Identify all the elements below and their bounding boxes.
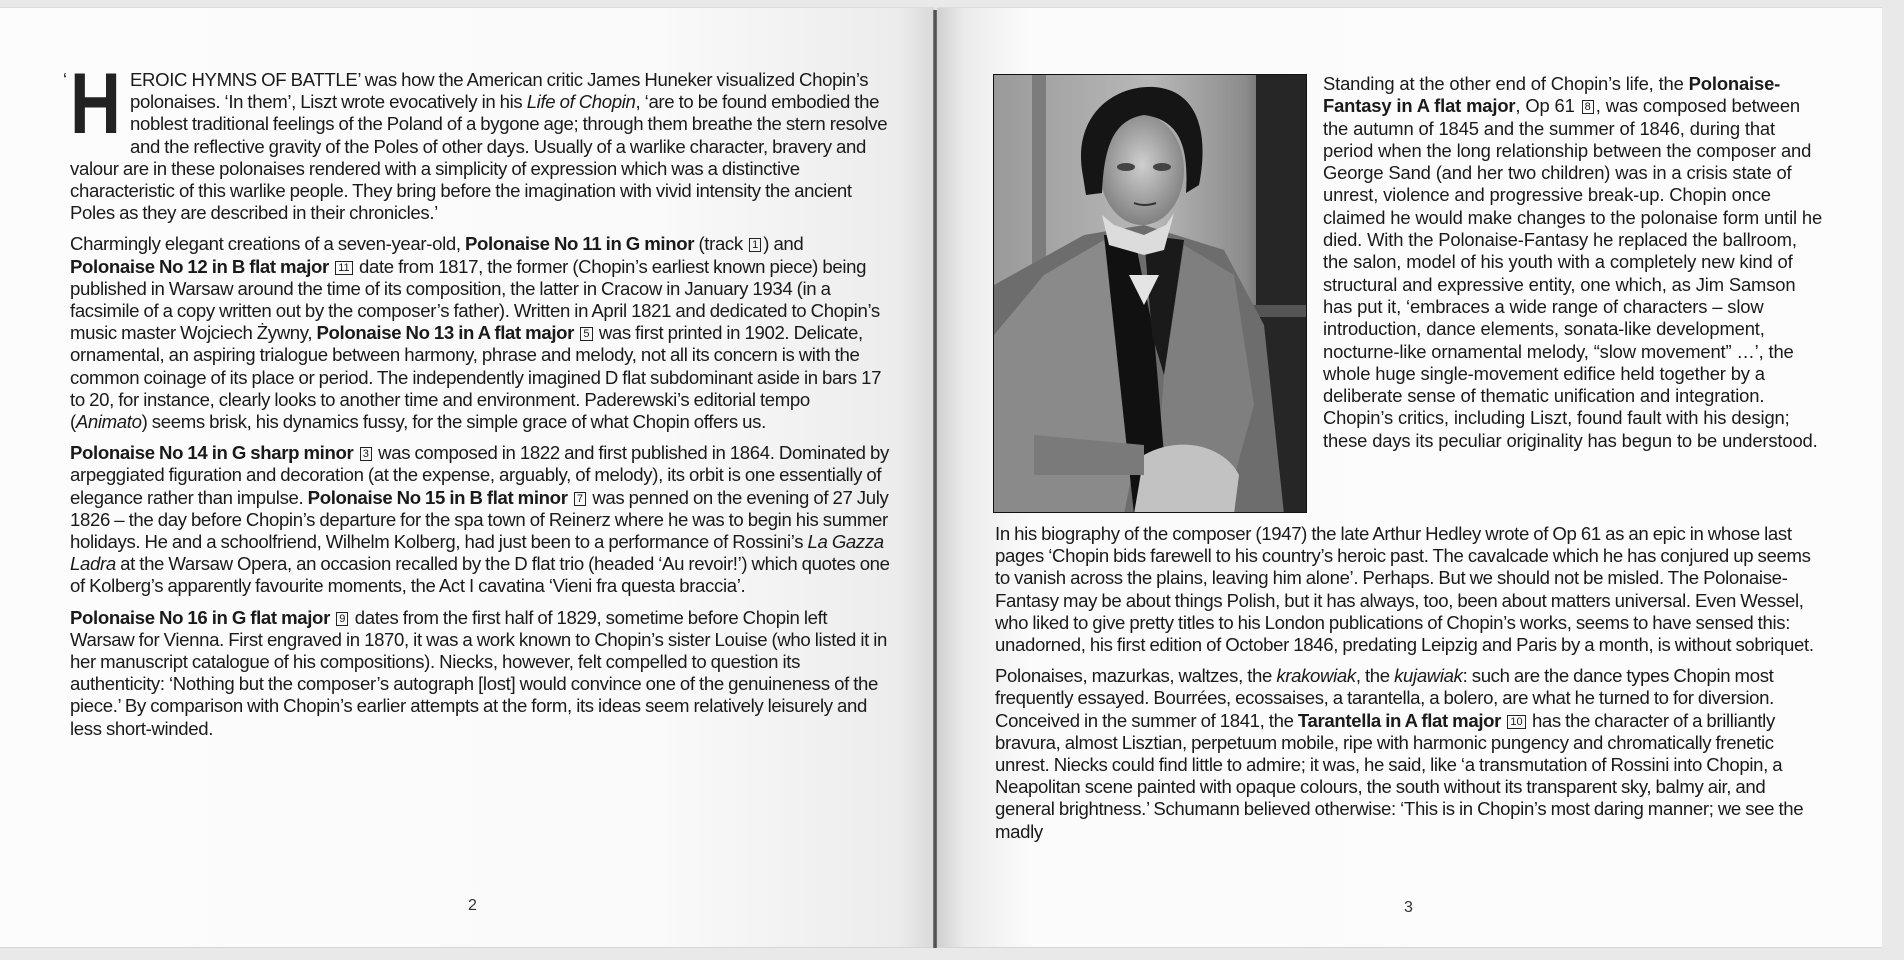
dance-name: kujawiak — [1394, 665, 1463, 687]
paragraph-polonaise-16: Polonaise No 16 in G flat major 9 dates from the first half of 1829, sometime before Chopin left Warsaw for Vienna. First engraved in 1870, it was a work known to Chopin’s sister Louise (who listed it in her manuscript catalogue of his compositions). Niecks, however, felt compelled to question its authenticity: ‘Nothing but the composer’s autograph [lost] would convince one of the genuineness of the piece.’ By comparison with Chopin’s earlier attempts at the form, its ideas seem relatively leisurely and less short-winded. — [70, 606, 888, 739]
chopin-portrait-photo — [993, 74, 1307, 513]
track-number-badge: 10 — [1507, 715, 1525, 729]
booklet-spine — [933, 10, 937, 948]
right-page-text-top — [1323, 73, 1823, 461]
paragraph-hedley: In his biography of the composer (1947) the late Arthur Hedley wrote of Op 61 as an epic in whose last pages ‘Chopin bids farewell to his country’s heroic past. The cavalcade which he has conjured up seems to vanish across the plains, leaving him alone’. Perhaps. But we should not be misled. The Polonaise-Fantasy may be about things Polish, but it has always, too, been about matters universal. Even Wessel, who liked to give pretty titles to his London publications of Chopin’s works, seems to have sensed this: unadorned, his first edition of October 1846, predating Leipzig and Paris by a month, is without sobriquet. — [995, 523, 1814, 656]
track-number-badge: 11 — [335, 261, 352, 275]
paragraph-tarantella: Polonaises, mazurkas, waltzes, the krakowiak, the kujawiak: such are the dance types Chopin most frequently essayed. Bourrées, ecossaises, a tarantella, a bolero, are what he turned to for diversion. Conceived in the summer of 1841, the Tarantella in A flat major 10 has the character of a brilliantly bravura, almost Lisztian, perpetuum mobile, ripe with harmonic pungency and chromatically frenetic unrest. Niecks could find little to admire; it was, he said, like ‘a transmutation of Rossini into Chopin, a Neapolitan scene painted with opaque colours, the south without its transparent sky, balmy air, and general brightness.’ Schumann believed otherwise: ‘This is in Chopin’s most daring manner; we see the madly — [995, 665, 1804, 842]
page-number-left: 2 — [468, 897, 477, 914]
drop-cap: H — [70, 56, 121, 152]
work-title: Polonaise No 14 in G sharp minor — [70, 442, 354, 464]
page-number-right: 3 — [1404, 899, 1413, 916]
work-title: Polonaise No 12 in B flat major — [70, 255, 329, 277]
open-quote: ‘ — [63, 70, 67, 90]
track-number-badge: 5 — [580, 327, 592, 341]
portrait-image — [994, 75, 1307, 513]
track-number-badge: 7 — [574, 492, 586, 506]
work-title: Polonaise No 15 in B flat minor — [307, 486, 568, 508]
track-number-badge: 1 — [749, 238, 761, 252]
paragraph-polonaises-11-13: Charmingly elegant creations of a seven-year-old, Polonaise No 11 in G minor (track 1 ) and Polonaise No 12 in B flat major 11 date from 1817, the former (Chopin’s earliest known piece) being published in Warsaw around the time of its composition, the latter in Cracow in January 1934 (in a facsimile of a copy written out by the composer’s father). Written in April 1821 and dedicated to Chopin’s music master Wojciech Żywny, Polonaise No 13 in A flat major 5 was first printed in 1902. Delicate, ornamental, an aspiring trialogue between harmony, phrase and melody, not all its concern is with the common coinage of its place or period. The independently imagined D flat subdominant aside in bars 17 to 20, for instance, clearly looks to another time and environment. Paderewski’s editorial tempo (Animato) seems brisk, his dynamics fussy, for the simple grace of what Chopin offers us. — [70, 233, 882, 433]
work-title: Polonaise No 11 in G minor — [464, 233, 695, 255]
paragraph-polonaise-fantasy: Standing at the other end of Chopin’s life, the Polonaise-Fantasy in A flat major, Op 61 8 , was composed between the autumn of 1845 and the summer of 1846, during that period when the long relationship between the composer and George Sand (and her two children) was in a crisis state of unrest, violence and progressive break-up. Chopin once claimed he would make changes to the polonaise form until he died. With the Polonaise-Fantasy he replaced the ballroom, the salon, model of his youth with a completely new kind of structural and expressive entity, one which, as Jim Samson has put it, ‘embraces a wide range of characters – slow introduction, dance elements, sonata-like development, nocturne-like ornamental melody, “slow movement” …’, the whole huge single-movement edifice held together by a deliberate sense of thematic unification and integration. Chopin’s critics, including Liszt, found fault with his design; these days its peculiar originality has begun to be understood. — [1323, 73, 1823, 451]
track-number-badge: 8 — [1582, 100, 1594, 114]
paragraph-polonaises-14-15: Polonaise No 14 in G sharp minor 3 was composed in 1822 and first published in 1864. Dominated by arpeggiated figuration and decoration (at the expense, arguably, of melody), its orbit is one essentially of elegance rather than impulse. Polonaise No 15 in B flat minor 7 was penned on the evening of 27 July 1826 – the day before Chopin’s departure for the spa town of Reinerz where he was to begin his summer holidays. He and a schoolfriend, Wilhelm Kolberg, had just been to a performance of Rossini’s La Gazza Ladra at the Warsaw Opera, an occasion recalled by the D flat trio (headed ‘Au revoir!’) which quotes one of Kolberg’s apparently favourite moments, the Act I cavatina ‘Vieni fra questa braccia’. — [70, 442, 890, 597]
book-title: Life of Chopin — [526, 91, 636, 113]
work-title: Tarantella in A flat major — [1297, 709, 1502, 731]
opening-paragraph: ‘ H EROIC HYMNS OF BATTLE’ was how the American critic James Huneker visualized Chopin’s polonaises. ‘In them’, Liszt wrote evocatively in his Life of Chopin, ‘are to be found embodied the noblest traditional feelings of the Poland of a bygone age; through them breathe the stern resolve and the reflective gravity of the Poles of other days. Usually of a warlike character, bravery and valour are in these polonaises rendered with a simplicity of expression which was a distinctive characteristic of this warlike people. They bring before the imagination with vivid intensity the ancient Poles as they are described in their chronicles.’ — [63, 56, 888, 224]
left-page-text — [63, 56, 890, 749]
track-number-badge: 3 — [360, 447, 372, 461]
right-page-text-bottom — [995, 523, 1825, 852]
work-title: Polonaise-Fantasy in A flat major — [1323, 73, 1781, 117]
work-title: Polonaise No 13 in A flat major — [316, 322, 575, 344]
tempo-marking: Animato — [75, 411, 142, 433]
track-number-badge: 9 — [336, 612, 348, 626]
dance-name: krakowiak — [1276, 665, 1356, 687]
opera-title: La Gazza Ladra — [70, 531, 884, 575]
work-title: Polonaise No 16 in G flat major — [70, 606, 330, 628]
